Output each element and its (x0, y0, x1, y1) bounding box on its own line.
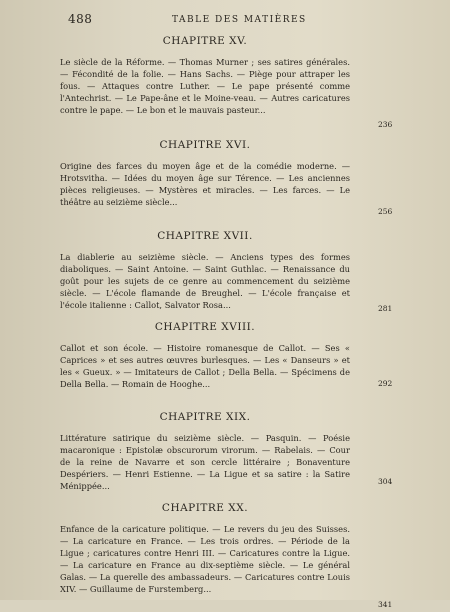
chapter-title: CHAPITRE XVII. (157, 230, 253, 242)
chapter-title: CHAPITRE XV. (162, 35, 248, 47)
chapter-summary: Le siècle de la Réforme. — Thomas Murner ; ses satires générales. — Fécondité de la folie. — Hans Sachs. — Piège pour attraper les fous. — Attaques contre Luther. — Le pape présenté comme l'Antechrist. — Le Pape-âne et le Moine-veau. — Autres caricatures contre le pape. — Le bon et le mauvais pasteur... (60, 57, 350, 116)
chapter-xix (60, 411, 393, 504)
chapter-xv (60, 35, 393, 130)
chapter-summary: Littérature satirique du seizième siècle. — Pasquin. — Poésie macaronique : Epistolæ obscurorum virorum. — Rabelais. — Cour de la reine de Navarre et son cercle littéraire ; Bonaventure Despériers. — Henri Estienne. — La Ligue et sa satire : la Satire Ménippée... (60, 433, 350, 492)
chapter-page-number: 236 (378, 120, 393, 129)
chapter-summary: Callot et son école. — Histoire romanesque de Callot. — Ses « Caprices » et ses autres œuvres burlesques. — Les « Danseurs » et les « Gueux. » — Imitateurs de Callot ; Della Bella. — Spécimens de Della Bella. — Romain de Hooghe... (60, 343, 350, 390)
chapter-title: CHAPITRE XVIII. (154, 321, 256, 333)
chapter-xvi (60, 139, 393, 234)
chapter-xviii (60, 321, 393, 409)
chapter-xvii (60, 230, 393, 323)
chapter-title: CHAPITRE XVI. (159, 139, 251, 151)
chapter-title: CHAPITRE XX. (161, 502, 249, 514)
chapter-xx (60, 502, 393, 612)
chapter-summary: La diablerie au seizième siècle. — Anciens types des formes diaboliques. — Saint Antoine. — Saint Guthlac. — Renaissance du goût pour les sujets de ce genre au commencement du seizième siècle. — L'école flamande de Breughel. — L'école française et l'école italienne : Callot, Salvator Rosa... (60, 252, 350, 311)
page-number: 488 (68, 12, 93, 26)
chapter-page-number: 341 (378, 600, 393, 609)
chapter-page-number: 292 (378, 379, 393, 388)
chapter-page-number: 256 (378, 207, 393, 216)
chapter-page-number: 281 (378, 304, 393, 313)
chapter-summary: Enfance de la caricature politique. — Le revers du jeu des Suisses. — La caricature en France. — Les trois ordres. — Période de la Ligue ; caricatures contre Henri III. — Caricatures contre la Ligue. — La caricature en France au dix-septième siècle. — Le général Galas. — La querelle des ambassadeurs. — Caricatures contre Louis XIV. — Guillaume de Furstemberg... (60, 524, 350, 595)
chapter-title: CHAPITRE XIX. (159, 411, 251, 423)
chapter-page-number: 304 (378, 477, 393, 486)
running-head: TABLE DES MATIÈRES (172, 15, 307, 25)
table-of-contents (60, 35, 393, 612)
chapter-summary: Origine des farces du moyen âge et de la comédie moderne. — Hrotsvitha. — Idées du moyen âge sur Térence. — Les anciennes pièces religieuses. — Mystères et miracles. — Les farces. — Le théâtre au seizième siècle... (60, 161, 350, 208)
